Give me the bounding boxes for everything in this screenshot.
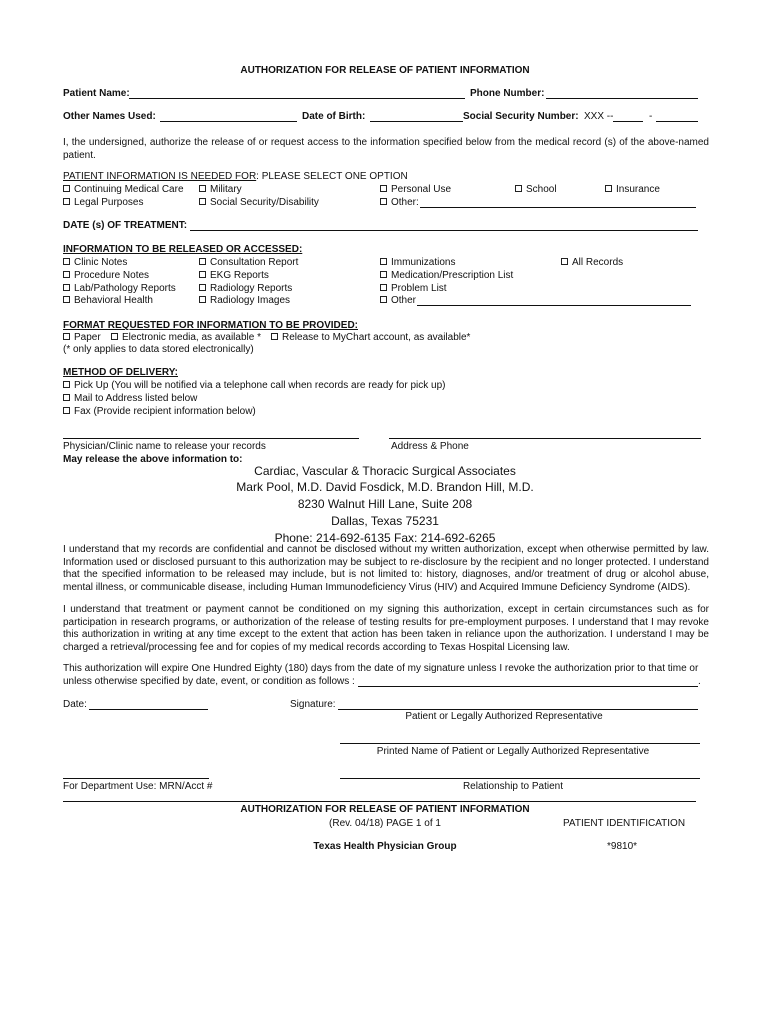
ssn-label: Social Security Number: xyxy=(463,111,579,122)
purpose-heading-underlined: PATIENT INFORMATION IS NEEDED FOR xyxy=(63,171,257,182)
option-other-purpose[interactable] xyxy=(380,197,419,208)
option-label: Consultation Report xyxy=(210,257,299,268)
option-electronic-media[interactable] xyxy=(111,332,261,343)
option-medication-list[interactable] xyxy=(380,270,513,281)
option-problem-list[interactable] xyxy=(380,283,447,294)
date-field[interactable] xyxy=(89,709,208,710)
ssn-part-1-field[interactable] xyxy=(613,121,643,122)
option-label: Radiology Images xyxy=(210,295,291,306)
option-label: School xyxy=(526,184,557,195)
treatment-paragraph: I understand that treatment or payment cannot be conditioned on my signing this authorization, except in certain circumstances such as for participation in research programs, or authorization of the release of testing results for pre-employment purposes. I understand that I may revoke this authorization in writing at any time except to the extent that action has been taken in reliance upon the authorization. I understand I may be charged a retrieval/processing fee and for copies of my medical records according to Texas Hospital Licensing law. xyxy=(63,604,709,653)
dept-use-label: For Department Use: MRN/Acct # xyxy=(63,781,213,792)
form-code: *9810* xyxy=(607,841,638,852)
option-label: Immunizations xyxy=(391,257,456,268)
ssn-prefix: XXX -- xyxy=(584,111,614,122)
option-label: Personal Use xyxy=(391,184,452,195)
footer-revision: (Rev. 04/18) PAGE 1 of 1 xyxy=(329,818,441,829)
other-names-field[interactable] xyxy=(160,121,297,122)
option-consultation-report[interactable] xyxy=(199,257,298,268)
format-note: (* only applies to data stored electronically) xyxy=(63,344,254,355)
option-radiology-images[interactable] xyxy=(199,295,290,306)
checkbox-icon[interactable] xyxy=(111,333,118,340)
checkbox-icon[interactable] xyxy=(63,258,70,265)
signature-label: Signature: xyxy=(290,699,336,710)
option-fax[interactable] xyxy=(63,406,256,417)
expiration-condition-field[interactable] xyxy=(358,686,698,687)
dob-label: Date of Birth: xyxy=(302,111,366,122)
checkbox-icon[interactable] xyxy=(63,284,70,291)
checkbox-icon[interactable] xyxy=(199,198,206,205)
footer-organization: Texas Health Physician Group xyxy=(313,841,457,852)
treatment-dates-label: DATE (s) OF TREATMENT: xyxy=(63,220,188,231)
option-clinic-notes[interactable] xyxy=(63,257,127,268)
option-label: Problem List xyxy=(391,283,447,294)
physician-clinic-label: Physician/Clinic name to release your records xyxy=(63,441,266,452)
checkbox-icon[interactable] xyxy=(515,185,522,192)
other-names-label: Other Names Used: xyxy=(63,111,156,122)
footer-divider xyxy=(63,801,696,802)
option-paper[interactable] xyxy=(63,332,101,343)
format-heading: FORMAT REQUESTED FOR INFORMATION TO BE PROVIDED: xyxy=(63,320,358,331)
option-military[interactable] xyxy=(199,184,242,195)
address-phone-field[interactable] xyxy=(389,438,701,439)
option-label: Lab/Pathology Reports xyxy=(74,283,176,294)
other-info-field[interactable] xyxy=(417,305,691,306)
checkbox-icon[interactable] xyxy=(271,333,278,340)
treatment-dates-field[interactable] xyxy=(190,230,698,231)
ssn-dash: - xyxy=(649,111,653,122)
relationship-field[interactable] xyxy=(340,778,700,779)
page-title: AUTHORIZATION FOR RELEASE OF PATIENT INFORMATION xyxy=(240,65,530,76)
option-label: Radiology Reports xyxy=(210,283,293,294)
info-released-heading: INFORMATION TO BE RELEASED OR ACCESSED: xyxy=(63,244,303,255)
option-insurance[interactable] xyxy=(605,184,660,195)
option-behavioral-health[interactable] xyxy=(63,295,153,306)
recipient-phone-fax: Phone: 214-692-6135 Fax: 214-692-6265 xyxy=(274,531,496,545)
checkbox-icon[interactable] xyxy=(199,284,206,291)
checkbox-icon[interactable] xyxy=(199,271,206,278)
checkbox-icon[interactable] xyxy=(380,198,387,205)
ssn-part-2-field[interactable] xyxy=(656,121,698,122)
option-label: Electronic media, as available * xyxy=(122,332,261,343)
mrn-field[interactable] xyxy=(63,778,209,779)
relationship-label: Relationship to Patient xyxy=(462,781,564,792)
expiration-text-line-2: unless otherwise specified by date, event, or condition as follows : xyxy=(63,676,355,687)
confidentiality-paragraph: I understand that my records are confidential and cannot be disclosed without my written authorization, except when otherwise permitted by law. Information used or disclosed pursuant to this authorization may be subject to re-disclosure by the recipient and no longer protected. I understand that the specified information to be released may include, but is not limited to: history, diagnoses, and/or treatment of drug or alcohol abuse, mental illness, or communicable disease, including Human Immunodeficiency Virus (HIV) and Acquired Immune Deficiency Syndrome (AIDS). xyxy=(63,544,709,593)
option-label: Military xyxy=(210,184,242,195)
option-procedure-notes[interactable] xyxy=(63,270,149,281)
checkbox-icon[interactable] xyxy=(63,333,70,340)
option-lab-pathology[interactable] xyxy=(63,283,176,294)
patient-rep-label: Patient or Legally Authorized Representative xyxy=(405,711,603,722)
printed-name-label: Printed Name of Patient or Legally Authorized Representative xyxy=(376,746,650,757)
recipient-doctors: Mark Pool, M.D. David Fosdick, M.D. Brandon Hill, M.D. xyxy=(236,480,534,494)
option-label: Procedure Notes xyxy=(74,270,150,281)
option-label: Medication/Prescription List xyxy=(391,270,514,281)
option-radiology-reports[interactable] xyxy=(199,283,292,294)
option-label: Social Security/Disability xyxy=(210,197,319,208)
checkbox-icon[interactable] xyxy=(63,185,70,192)
address-phone-label: Address & Phone xyxy=(391,441,469,452)
option-label: Insurance xyxy=(616,184,660,195)
option-continuing-care[interactable] xyxy=(63,184,184,195)
option-label: Clinic Notes xyxy=(74,257,128,268)
option-label: Paper xyxy=(74,332,101,343)
may-release-label: May release the above information to: xyxy=(63,454,243,465)
physician-clinic-field[interactable] xyxy=(63,438,359,439)
option-personal-use[interactable] xyxy=(380,184,451,195)
option-label: Behavioral Health xyxy=(74,295,153,306)
dob-field[interactable] xyxy=(370,121,463,122)
phone-number-field[interactable] xyxy=(546,98,698,99)
delivery-heading: METHOD OF DELIVERY: xyxy=(63,367,178,378)
option-mail[interactable] xyxy=(63,393,197,404)
other-purpose-field[interactable] xyxy=(420,207,696,208)
checkbox-icon[interactable] xyxy=(380,271,387,278)
patient-identification-label: PATIENT IDENTIFICATION xyxy=(563,818,686,829)
option-label: Other: xyxy=(391,197,419,208)
option-label: Legal Purposes xyxy=(74,197,144,208)
option-mychart[interactable] xyxy=(271,332,470,343)
checkbox-icon[interactable] xyxy=(63,296,70,303)
expiration-text-line-1: This authorization will expire One Hundred Eighty (180) days from the date of my signature unless I revoke the authorization prior to that time or xyxy=(63,663,699,674)
checkbox-icon[interactable] xyxy=(199,258,206,265)
patient-name-field[interactable] xyxy=(129,98,465,99)
checkbox-icon[interactable] xyxy=(605,185,612,192)
date-label: Date: xyxy=(63,699,87,710)
option-immunizations[interactable] xyxy=(380,257,455,268)
option-ekg-reports[interactable] xyxy=(199,270,269,281)
checkbox-icon[interactable] xyxy=(199,296,206,303)
checkbox-icon[interactable] xyxy=(561,258,568,265)
checkbox-icon[interactable] xyxy=(380,284,387,291)
option-label: Mail to Address listed below xyxy=(74,393,198,404)
checkbox-icon[interactable] xyxy=(199,185,206,192)
option-label: EKG Reports xyxy=(210,270,269,281)
option-all-records[interactable] xyxy=(561,257,623,268)
checkbox-icon[interactable] xyxy=(63,407,70,414)
checkbox-icon[interactable] xyxy=(63,394,70,401)
expiration-period: . xyxy=(698,676,701,687)
recipient-city: Dallas, Texas 75231 xyxy=(331,514,439,528)
option-other-info[interactable] xyxy=(380,295,416,306)
option-social-security[interactable] xyxy=(199,197,319,208)
intro-text: I, the undersigned, authorize the release of or request access to the information specified below from the medical record (s) of the above-named patient. xyxy=(63,137,709,161)
printed-name-field[interactable] xyxy=(340,743,700,744)
option-pick-up[interactable] xyxy=(63,380,446,391)
checkbox-icon[interactable] xyxy=(63,198,70,205)
footer-title: AUTHORIZATION FOR RELEASE OF PATIENT INFORMATION xyxy=(240,804,530,815)
checkbox-icon[interactable] xyxy=(380,296,387,303)
option-label: Continuing Medical Care xyxy=(74,184,184,195)
signature-field[interactable] xyxy=(338,709,698,710)
option-label: Fax (Provide recipient information below) xyxy=(74,406,256,417)
checkbox-icon[interactable] xyxy=(380,185,387,192)
option-label: Pick Up (You will be notified via a telephone call when records are ready for pick up) xyxy=(74,380,446,391)
purpose-heading-suffix: : PLEASE SELECT ONE OPTION xyxy=(256,171,408,182)
option-school[interactable] xyxy=(515,184,557,195)
recipient-street: 8230 Walnut Hill Lane, Suite 208 xyxy=(297,497,473,511)
checkbox-icon[interactable] xyxy=(63,381,70,388)
option-label: Release to MyChart account, as available* xyxy=(282,332,471,343)
option-label: Other xyxy=(391,295,417,306)
recipient-name: Cardiac, Vascular & Thoracic Surgical Associates xyxy=(254,464,516,478)
phone-number-label: Phone Number: xyxy=(470,88,545,99)
option-legal[interactable] xyxy=(63,197,144,208)
patient-name-label: Patient Name: xyxy=(63,88,130,99)
purpose-heading xyxy=(63,171,408,182)
checkbox-icon[interactable] xyxy=(63,271,70,278)
option-label: All Records xyxy=(572,257,624,268)
checkbox-icon[interactable] xyxy=(380,258,387,265)
